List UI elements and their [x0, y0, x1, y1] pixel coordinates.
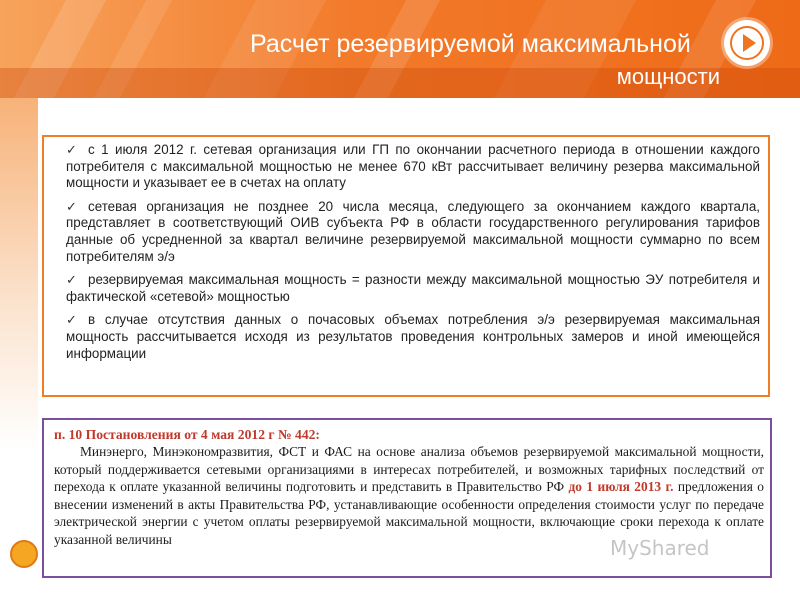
bullet-text: резервируемая максимальная мощность = разности между максимальной мощностью ЭУ потребителя и фактической «сетевой» мощностью	[66, 272, 760, 304]
bullet-list-box	[42, 135, 770, 397]
play-icon	[743, 34, 756, 52]
check-icon: ✓	[66, 198, 77, 214]
check-icon: ✓	[66, 312, 77, 328]
header-banner	[0, 0, 800, 98]
decree-heading: п. 10 Постановления от 4 мая 2012 г № 442:	[54, 427, 320, 442]
check-icon: ✓	[66, 142, 77, 157]
page-title: Расчет резервируемой максимальной	[250, 30, 691, 58]
bullet-item	[66, 312, 760, 362]
bullet-text: в случае отсутствия данных о почасовых объемах потребления э/э резервируемая максимальная мощность рассчитывается исходя из результатов проведения контрольных замеров и иной имеющейся информации	[66, 312, 760, 361]
bullet-item	[66, 272, 760, 305]
left-decoration	[0, 98, 38, 600]
check-icon: ✓	[66, 272, 77, 288]
decree-body	[54, 443, 764, 549]
decree-text: Минэнерго, Минэкономразвития, ФСТ и ФАС на основе анализа объемов резервируемой максимальной мощности, который поддерживается сетевыми организациями в интересах потребителей, и возможных тарифных последствий от перехода к оплате указанной величины подготовить и представить в Правительство РФ	[54, 444, 764, 495]
bullet-item	[66, 199, 760, 265]
play-button[interactable]	[724, 20, 770, 66]
bullet-text: сетевая организация не позднее 20 числа месяца, следующего за окончанием каждого квартала, представляет в соответствующий ОИВ субъекта РФ в области государственного регулирования тарифов данные об усредненной за квартал величине резервируемой максимальной мощности суммарно по всем потребителям э/э	[66, 198, 760, 264]
watermark: MyShared	[610, 536, 710, 560]
decree-deadline: до 1 июля 2013 г.	[568, 479, 674, 495]
bullet-item	[66, 142, 760, 192]
decree-text: предложения о внесении изменений в акты Правительства РФ, устанавливающие особенности определения стоимости услуг по передаче электрической энергии с учетом оплаты резервируемой максимальной мощности, включающие сроки перехода к оплате указанной величины	[54, 479, 764, 547]
emblem-icon	[10, 540, 38, 568]
bullet-text: с 1 июля 2012 г. сетевая организация или ГП по окончании расчетного периода в отношении каждого потребителя с максимальной мощностью не менее 670 кВт рассчитывает величину резерва максимальной мощности и указывает ее в счетах на оплату	[66, 142, 760, 191]
page-title-continuation: мощности	[616, 64, 720, 89]
